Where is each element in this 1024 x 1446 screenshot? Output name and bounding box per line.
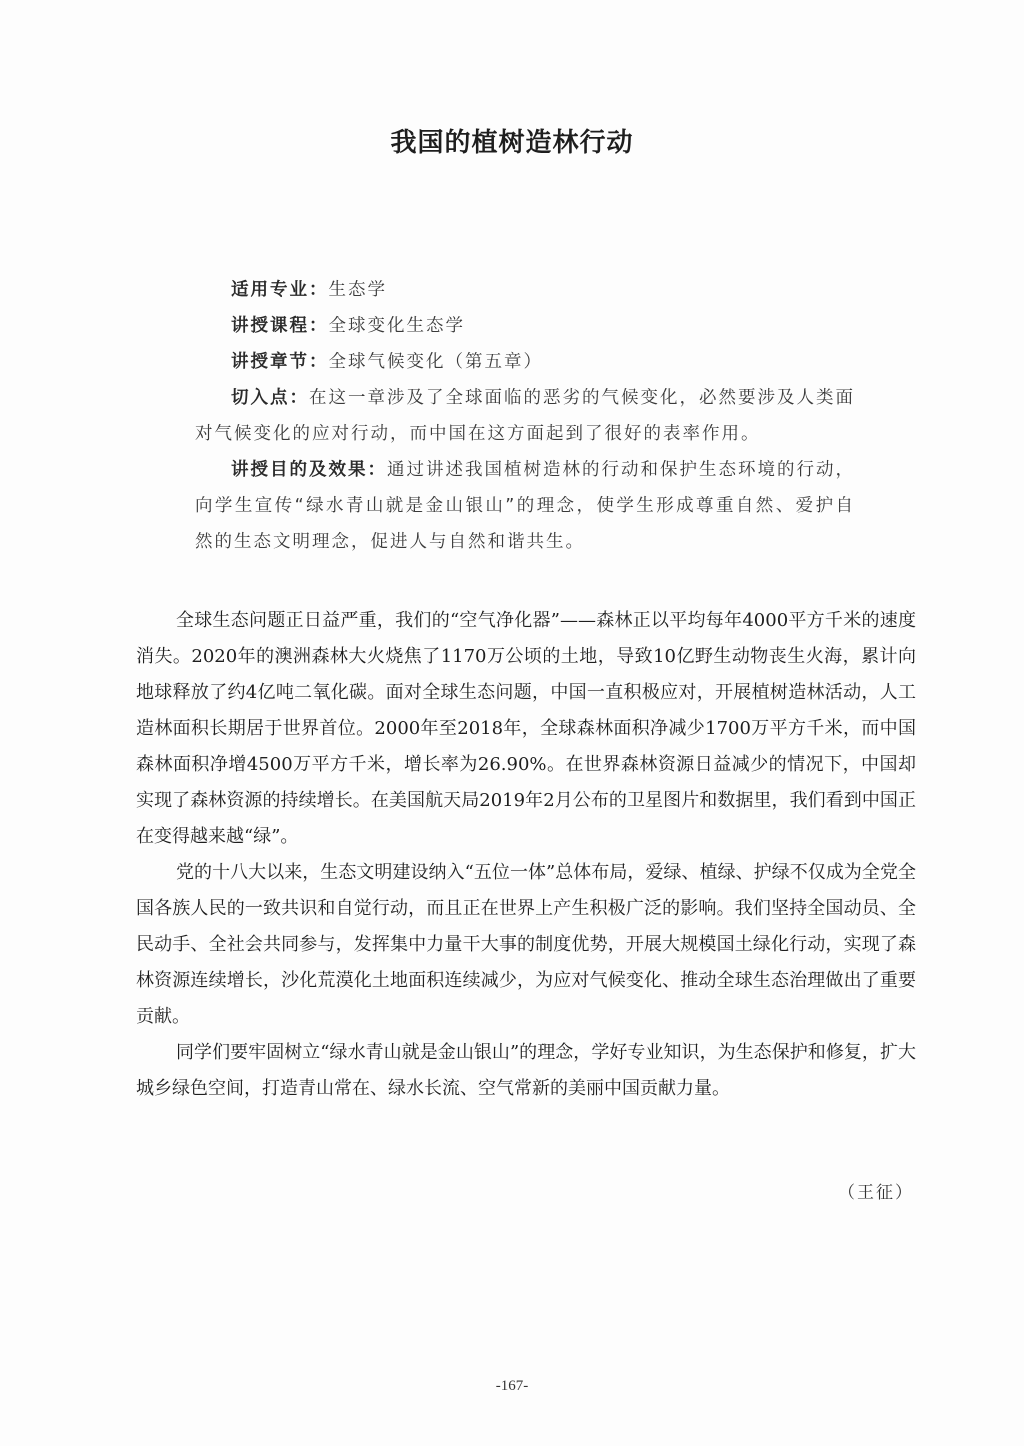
major-label: 适用专业： (231, 280, 329, 300)
course-info-block (195, 272, 855, 560)
entry-point-line (195, 380, 855, 452)
chapter-label: 讲授章节： (231, 352, 329, 372)
entry-point-value: 在这一章涉及了全球面临的恶劣的气候变化，必然要涉及人类面对气候变化的应对行动，而中国在这方面起到了很好的表率作用。 (195, 388, 855, 444)
entry-point-label: 切入点： (231, 388, 309, 408)
body-text (136, 603, 916, 1107)
course-value: 全球变化生态学 (328, 316, 465, 336)
chapter-line (195, 344, 855, 380)
author-signature: （王征） (838, 1183, 914, 1203)
major-value: 生态学 (328, 280, 387, 300)
major-line (195, 272, 855, 308)
teaching-goal-label: 讲授目的及效果： (231, 460, 387, 480)
teaching-goal-line (195, 452, 855, 560)
teaching-goal-value: 通过讲述我国植树造林的行动和保护生态环境的行动，向学生宣传“绿水青山就是金山银山”的理念，使学生形成尊重自然、爱护自然的生态文明理念，促进人与自然和谐共生。 (195, 460, 855, 552)
body-paragraph: 全球生态问题正日益严重，我们的“空气净化器”——森林正以平均每年4000平方千米的速度消失。2020年的澳洲森林大火烧焦了1170万公顷的土地，导致10亿野生动物丧生火海，累计向地球释放了约4亿吨二氧化碳。面对全球生态问题，中国一直积极应对，开展植树造林活动，人工造林面积长期居于世界首位。2000年至2018年，全球森林面积净减少1700万平方千米，而中国森林面积净增4500万平方千米，增长率为26.90%。在世界森林资源日益减少的情况下，中国却实现了森林资源的持续增长。在美国航天局2019年2月公布的卫星图片和数据里，我们看到中国正在变得越来越“绿”。 (136, 610, 916, 847)
chapter-value: 全球气候变化（第五章） (328, 352, 543, 372)
document-title: 我国的植树造林行动 (390, 128, 634, 158)
course-label: 讲授课程： (231, 316, 329, 336)
course-line (195, 308, 855, 344)
body-paragraph: 同学们要牢固树立“绿水青山就是金山银山”的理念，学好专业知识，为生态保护和修复，扩大城乡绿色空间，打造青山常在、绿水长流、空气常新的美丽中国贡献力量。 (136, 1042, 916, 1099)
page-number: -167- (495, 1378, 529, 1394)
body-paragraph: 党的十八大以来，生态文明建设纳入“五位一体”总体布局，爱绿、植绿、护绿不仅成为全党全国各族人民的一致共识和自觉行动，而且正在世界上产生积极广泛的影响。我们坚持全国动员、全民动手、全社会共同参与，发挥集中力量干大事的制度优势，开展大规模国土绿化行动，实现了森林资源连续增长，沙化荒漠化土地面积连续减少，为应对气候变化、推动全球生态治理做出了重要贡献。 (136, 862, 916, 1027)
